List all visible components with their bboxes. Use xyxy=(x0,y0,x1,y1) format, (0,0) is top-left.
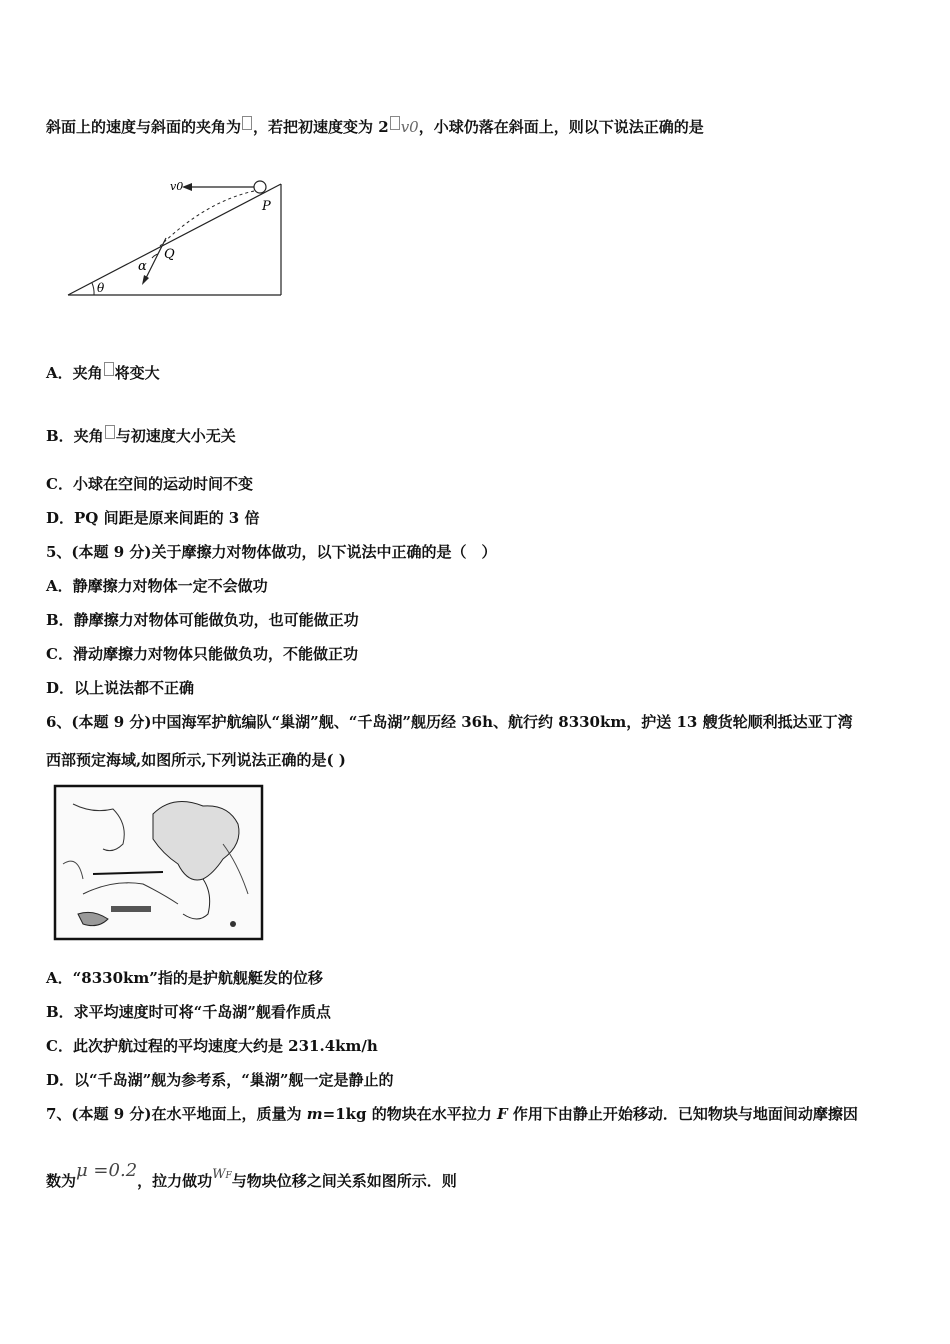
q4-option-a xyxy=(46,362,160,383)
intro-line xyxy=(46,116,704,137)
q7-mu: μ =0.2 xyxy=(76,1160,138,1181)
label-alpha: α xyxy=(138,259,147,274)
q7-text-1: 7、(本题 9 分)在水平地面上，质量为 xyxy=(46,1105,307,1123)
q5-option-a: A．静摩擦力对物体一定不会做功 xyxy=(46,577,268,595)
q5-option-b: B．静摩擦力对物体可能做负功，也可能做正功 xyxy=(46,611,359,629)
q7-wf xyxy=(212,1167,232,1182)
q7-m: m xyxy=(306,1105,323,1123)
q4-a-text-2: 将变大 xyxy=(114,364,160,382)
q7-f: F xyxy=(496,1105,508,1123)
q6-stem-2: 西部预定海域,如图所示,下列说法正确的是( ) xyxy=(46,751,346,769)
q6-option-c: C．此次护航过程的平均速度大约是 231.4km/h xyxy=(46,1037,378,1055)
q4-option-d: D．PQ 间距是原来间距的 3 倍 xyxy=(46,509,260,527)
v0-placeholder-icon xyxy=(390,116,400,130)
label-q: Q xyxy=(164,247,175,262)
q5-option-d: D．以上说法都不正确 xyxy=(46,679,195,697)
label-v0: v0 xyxy=(170,180,184,193)
intro-text-3: ，小球仍落在斜面上，则以下说法正确的是 xyxy=(418,118,704,136)
q6-stem-1: 6、(本题 9 分)中国海军护航编队“巢湖”舰、“千岛湖”舰历经 36h、航行约 8330km，护送 13 艘货轮顺利抵达亚丁湾 xyxy=(46,713,853,731)
q6-option-b: B．求平均速度时可将“千岛湖”舰看作质点 xyxy=(46,1003,331,1021)
q4-option-c: C．小球在空间的运动时间不变 xyxy=(46,475,253,493)
alpha-placeholder-icon xyxy=(105,425,115,439)
q5-stem: 5、(本题 9 分)关于摩擦力对物体做功，以下说法中正确的是（ ） xyxy=(46,543,497,561)
q6-option-a: A．“8330km”指的是护航舰艇发的位移 xyxy=(46,969,323,987)
intro-text-2: ，若把初速度变为 2 xyxy=(253,118,389,136)
q7-text-2: =1kg 的物块在水平拉力 xyxy=(322,1105,497,1123)
q4-a-text-1: A．夹角 xyxy=(46,364,103,382)
q4-b-text-1: B．夹角 xyxy=(46,427,104,445)
label-theta: θ xyxy=(97,281,105,295)
q6-option-d: D．以“千岛湖”舰为参考系，“巢湖”舰一定是静止的 xyxy=(46,1071,394,1089)
intro-text-1: 斜面上的速度与斜面的夹角为 xyxy=(46,118,242,136)
incline-figure xyxy=(60,172,290,300)
q7-text-3: 作用下由静止开始移动．已知物块与地面间动摩擦因 xyxy=(507,1105,858,1123)
q7-w: W xyxy=(212,1167,226,1182)
q7-text-6: 与物块位移之间关系如图所示．则 xyxy=(231,1172,457,1190)
q7-stem-2 xyxy=(46,1156,457,1196)
q7-text-4: 数为 xyxy=(46,1172,77,1190)
alpha-placeholder-icon xyxy=(104,362,114,376)
q4-option-b xyxy=(46,425,236,446)
ball xyxy=(254,181,266,193)
intro-v0: v0 xyxy=(400,118,419,136)
q7-stem-1 xyxy=(46,1104,858,1124)
label-p: P xyxy=(262,199,271,214)
q7-w-sub: F xyxy=(225,1171,232,1181)
q4-b-text-2: 与初速度大小无关 xyxy=(115,427,236,445)
alpha-placeholder-icon xyxy=(242,116,252,130)
q7-text-5: ，拉力做功 xyxy=(137,1172,213,1190)
q5-option-c: C．滑动摩擦力对物体只能做负功，不能做正功 xyxy=(46,645,358,663)
map-figure xyxy=(53,784,265,942)
